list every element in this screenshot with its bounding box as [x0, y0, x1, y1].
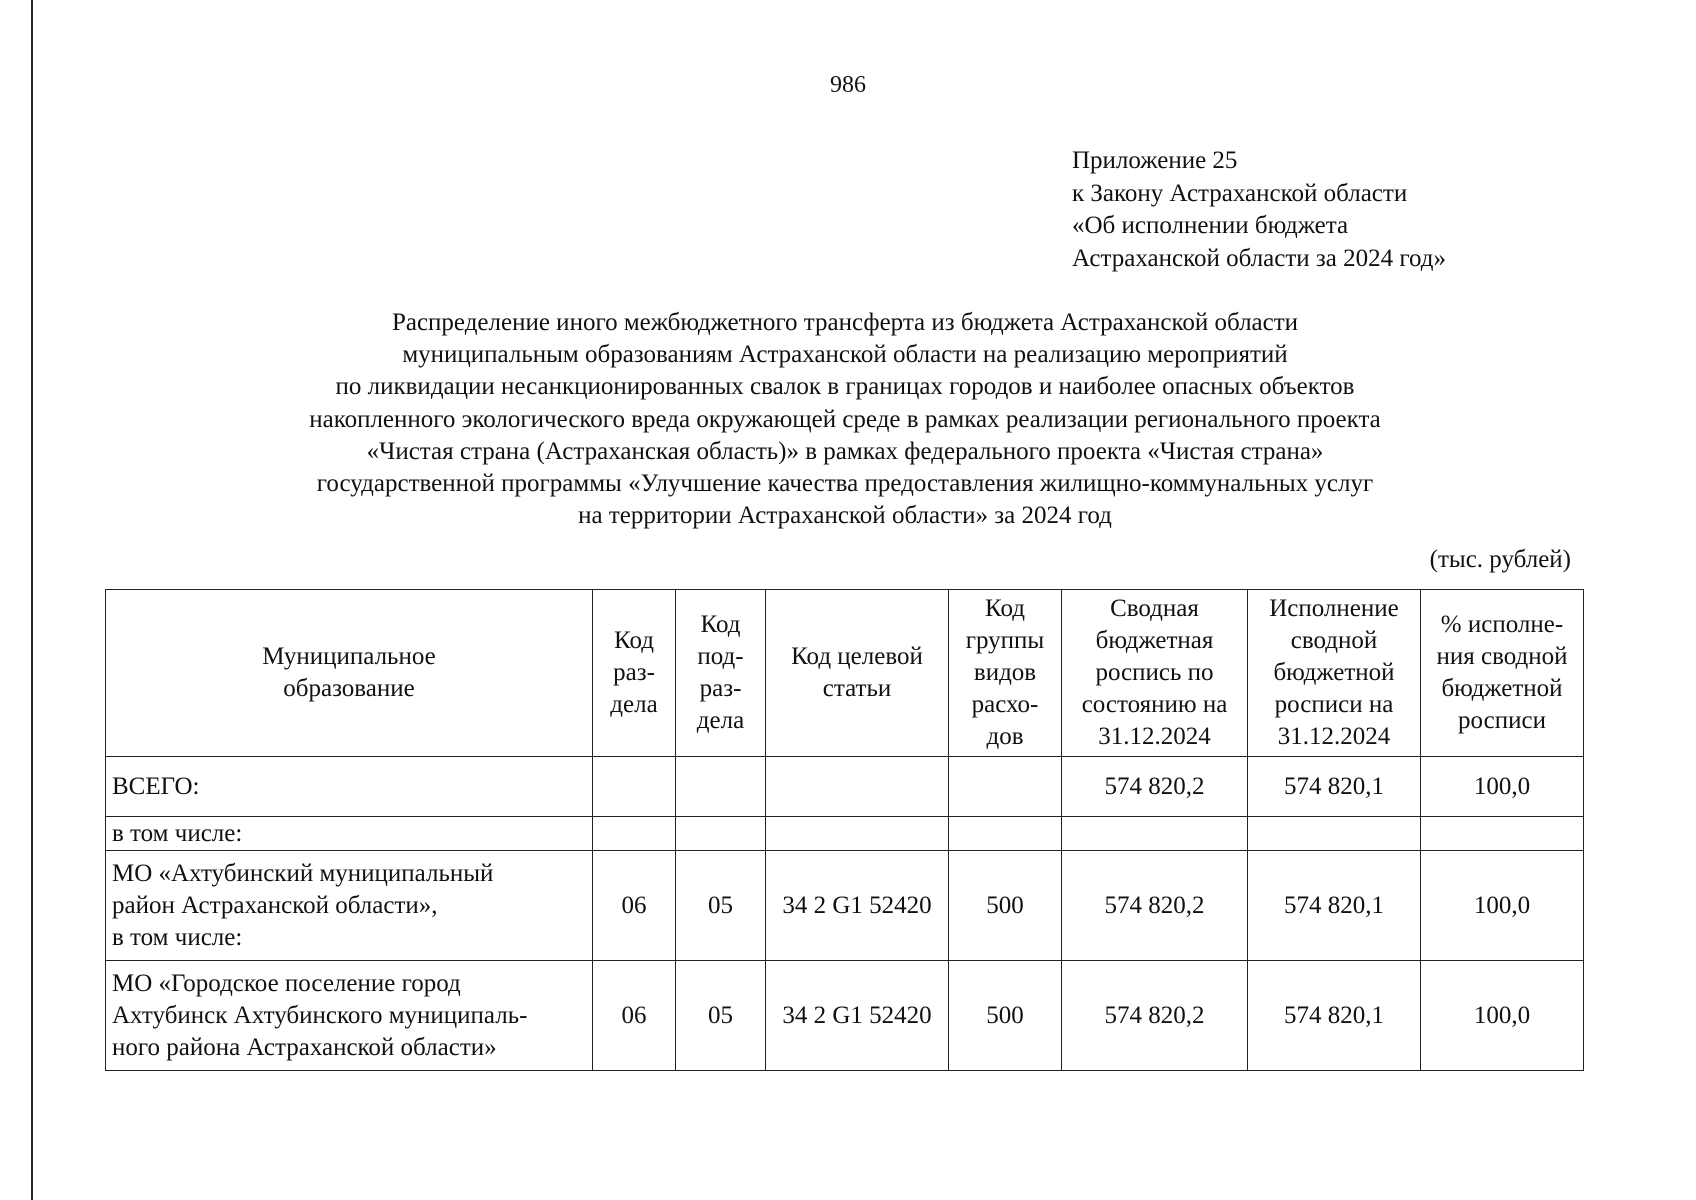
tselevaya-cell: 34 2 G1 52420: [766, 851, 949, 961]
appendix-block: [1072, 145, 1446, 275]
plan-cell: 574 820,2: [1062, 851, 1248, 961]
header-razdel: Код раз- дела: [593, 590, 676, 757]
including-row: [106, 817, 1584, 851]
appendix-line: Приложение 25: [1072, 147, 1238, 174]
appendix-line: Астраханской области за 2024 год»: [1072, 244, 1447, 272]
mo-name: МО «Городское поселение город Ахтубинск Ахтубинского муниципаль- ного района Астраханской области»: [106, 961, 593, 1071]
margin-line: [31, 0, 33, 1200]
vid-cell: 500: [949, 961, 1062, 1071]
table-cell: [1421, 817, 1584, 851]
appendix-line: «Об исполнении бюджета: [1072, 212, 1349, 239]
total-fact: 574 820,1: [1248, 757, 1421, 817]
header-fact: Исполнение сводной бюджетной росписи на 31.12.2024: [1248, 590, 1421, 757]
page-number: 986: [830, 72, 866, 98]
header-row: [106, 590, 1584, 757]
podrazdel-cell: 05: [676, 961, 766, 1071]
vid-cell: 500: [949, 851, 1062, 961]
appendix-line: к Закону Астраханской области: [1072, 179, 1408, 207]
total-label: ВСЕГО:: [106, 757, 593, 817]
total-row: [106, 757, 1584, 817]
units-label: (тыс. рублей): [1429, 546, 1571, 573]
mo-name: МО «Ахтубинский муниципальный район Астраханской области», в том числе:: [106, 851, 593, 961]
table-row: [106, 961, 1584, 1071]
title-line: по ликвидации несанкционированных свалок в границах городов и наиболее опасных объектов: [335, 373, 1355, 401]
table-cell: [949, 757, 1062, 817]
table-row: [106, 851, 1584, 961]
document-title: [150, 307, 1540, 532]
header-mo: Муниципальное образование: [106, 590, 593, 757]
total-percent: 100,0: [1421, 757, 1584, 817]
table-cell: [593, 817, 676, 851]
percent-cell: 100,0: [1421, 851, 1584, 961]
budget-table: [105, 589, 1584, 1071]
including-label: в том числе:: [106, 817, 593, 851]
title-line: накопленного экологического вреда окружающей среде в рамках реализации регионального проекта: [309, 405, 1381, 433]
table-cell: [766, 757, 949, 817]
total-plan: 574 820,2: [1062, 757, 1248, 817]
header-vid: Код группы видов расхо- дов: [949, 590, 1062, 757]
table-cell: [1062, 817, 1248, 851]
header-percent: % исполне- ния сводной бюджетной росписи: [1421, 590, 1584, 757]
table-cell: [593, 757, 676, 817]
title-line: государственной программы «Улучшение качества предоставления жилищно-коммунальных услуг: [316, 470, 1374, 498]
header-plan: Сводная бюджетная роспись по состоянию на 31.12.2024: [1062, 590, 1248, 757]
podrazdel-cell: 05: [676, 851, 766, 961]
header-podrazdel: Код под- раз- дела: [676, 590, 766, 757]
plan-cell: 574 820,2: [1062, 961, 1248, 1071]
table-cell: [1248, 817, 1421, 851]
razdel-cell: 06: [593, 851, 676, 961]
fact-cell: 574 820,1: [1248, 961, 1421, 1071]
fact-cell: 574 820,1: [1248, 851, 1421, 961]
razdel-cell: 06: [593, 961, 676, 1071]
table-cell: [676, 757, 766, 817]
table-cell: [766, 817, 949, 851]
header-tselevaya: Код целевой статьи: [766, 590, 949, 757]
table-cell: [949, 817, 1062, 851]
percent-cell: 100,0: [1421, 961, 1584, 1071]
title-line: Распределение иного межбюджетного трансферта из бюджета Астраханской области: [391, 309, 1299, 336]
title-line: муниципальным образованиям Астраханской области на реализацию мероприятий: [402, 341, 1288, 369]
title-line: «Чистая страна (Астраханская область)» в рамках федерального проекта «Чистая страна»: [366, 437, 1324, 465]
table-cell: [676, 817, 766, 851]
tselevaya-cell: 34 2 G1 52420: [766, 961, 949, 1071]
title-line: на территории Астраханской области» за 2024 год: [578, 502, 1112, 530]
